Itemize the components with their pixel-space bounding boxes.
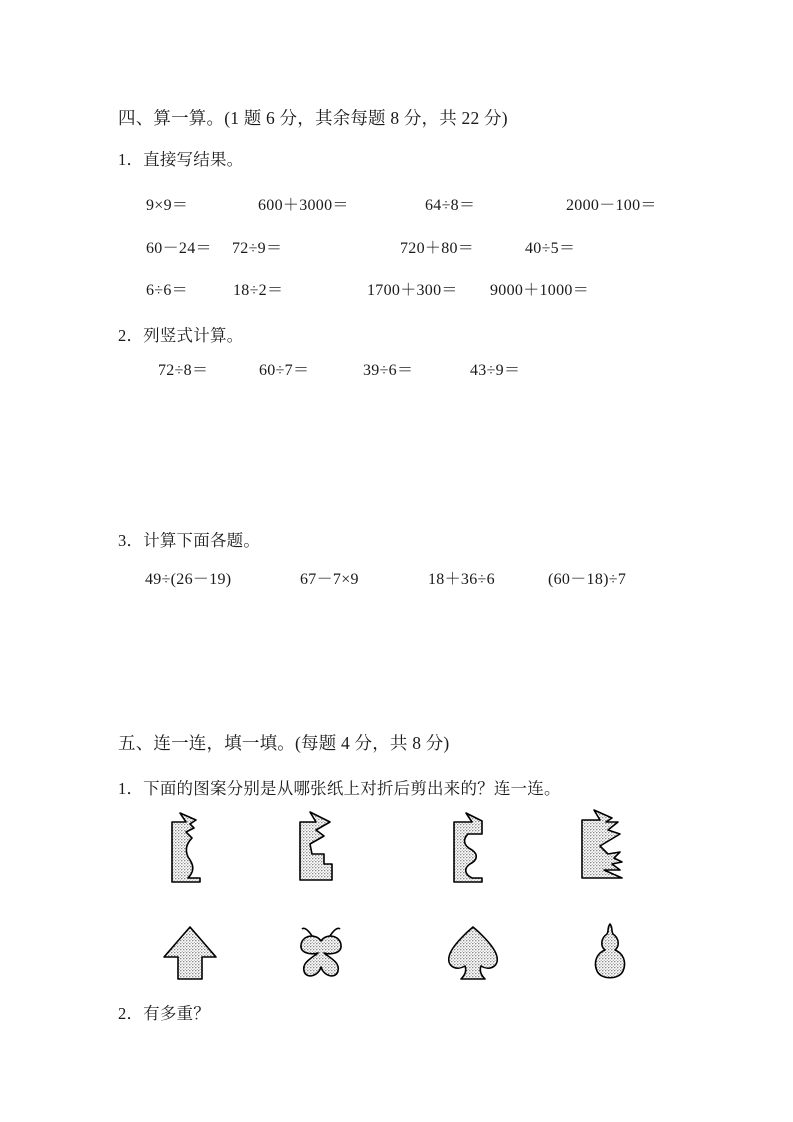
expression-720plus80: 720＋80＝: [400, 240, 475, 257]
expression-64div8: 64÷8＝: [425, 197, 476, 214]
expression-40div5: 40÷5＝: [525, 240, 576, 257]
butterfly-shape: [292, 925, 350, 983]
expression-43div9: 43÷9＝: [470, 362, 521, 379]
work-area-item-4-3: [118, 600, 678, 700]
folded-paper-cutout-1: [166, 812, 214, 884]
expression-600plus3000: 600＋3000＝: [258, 197, 349, 214]
work-area-item-5-2: [118, 1035, 678, 1105]
folded-paper-cutout-3: [448, 812, 494, 884]
spade-shape: [445, 925, 501, 983]
item-heading-4-3: 3．计算下面各题。: [118, 531, 261, 550]
expression-72div8: 72÷8＝: [158, 362, 209, 379]
expression-67minus7x9: 67－7×9: [300, 571, 359, 588]
item-heading-4-1: 1．直接写结果。: [118, 150, 244, 169]
expression-60div7: 60÷7＝: [259, 362, 310, 379]
item-heading-5-1: 1．下面的图案分别是从哪张纸上对折后剪出来的？连一连。: [118, 779, 561, 798]
expression-9x9: 9×9＝: [146, 197, 189, 214]
expression-9000plus1000: 9000＋1000＝: [490, 282, 589, 299]
expression-18div2: 18÷2＝: [233, 282, 284, 299]
folded-paper-cutout-2: [294, 810, 344, 884]
work-area-item-4-2: [118, 390, 678, 510]
expression-72div9: 72÷9＝: [232, 240, 283, 257]
expression-49div26minus19: 49÷(26－19): [145, 571, 232, 588]
section-heading-4: 四、算一算。(1 题 6 分，其余每题 8 分，共 22 分): [118, 108, 508, 128]
expression-39div6: 39÷6＝: [363, 362, 414, 379]
section-heading-5: 五、连一连，填一填。(每题 4 分，共 8 分): [118, 733, 450, 753]
expression-18plus36div6: 18＋36÷6: [428, 571, 495, 588]
expression-2000minus100: 2000－100＝: [566, 197, 657, 214]
expression-60minus18div7: (60－18)÷7: [548, 571, 627, 588]
expression-60minus24: 60－24＝: [146, 240, 212, 257]
item-heading-5-2: 2．有多重？: [118, 1004, 210, 1023]
arrow-shape: [162, 925, 218, 983]
gourd-shape: [590, 922, 630, 984]
folded-paper-cutout-4: [578, 808, 630, 886]
expression-1700plus300: 1700＋300＝: [367, 282, 458, 299]
item-heading-4-2: 2．列竖式计算。: [118, 326, 244, 345]
expression-6div6: 6÷6＝: [146, 282, 188, 299]
